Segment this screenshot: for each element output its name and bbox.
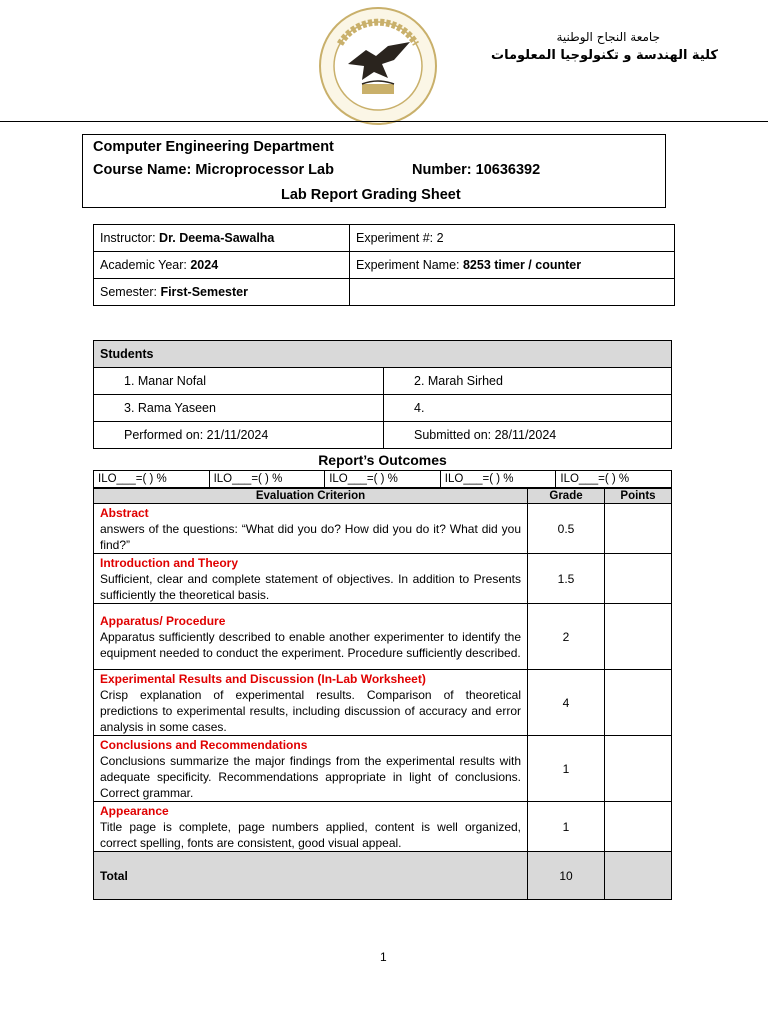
ilo-cell: ILO___=( ) % bbox=[556, 471, 672, 488]
experiment-number-cell: Experiment #: 2 bbox=[350, 225, 675, 252]
semester-cell: Semester: First-Semester bbox=[94, 279, 350, 306]
student-2: 2. Marah Sirhed bbox=[384, 368, 672, 395]
ilo-row bbox=[93, 470, 672, 488]
students-table bbox=[93, 340, 672, 449]
ilo-cell: ILO___=( ) % bbox=[325, 471, 441, 488]
university-name: جامعة النجاح الوطنية bbox=[556, 30, 660, 44]
grade-header: Grade bbox=[528, 489, 605, 504]
criterion-title: Experimental Results and Discussion (In-Lab Worksheet) bbox=[100, 671, 426, 686]
evaluation-table bbox=[93, 488, 672, 900]
criterion-description: Conclusions summarize the major findings from the experimental results with adequate specificity. Recommendations appropriate in light of conclusions. Correct grammar. bbox=[100, 753, 521, 800]
points-header: Points bbox=[605, 489, 672, 504]
university-seal-logo bbox=[318, 6, 438, 126]
criterion-points[interactable] bbox=[605, 504, 672, 554]
total-label: Total bbox=[94, 852, 528, 900]
page-number: 1 bbox=[380, 950, 387, 964]
students-heading: Students bbox=[94, 341, 672, 368]
criterion-grade: 1 bbox=[528, 736, 605, 802]
criterion-points[interactable] bbox=[605, 604, 672, 670]
criterion-points[interactable] bbox=[605, 802, 672, 852]
student-1: 1. Manar Nofal bbox=[94, 368, 384, 395]
course-header-box bbox=[82, 134, 666, 208]
student-3: 3. Rama Yaseen bbox=[94, 395, 384, 422]
criterion-title: Introduction and Theory bbox=[100, 555, 238, 570]
experiment-name-cell: Experiment Name: 8253 timer / counter bbox=[350, 252, 675, 279]
criterion-description: answers of the questions: “What did you do? How did you do it? What did you find?” bbox=[100, 521, 521, 552]
criterion-points[interactable] bbox=[605, 736, 672, 802]
student-4: 4. bbox=[384, 395, 672, 422]
department-title: Computer Engineering Department bbox=[93, 139, 334, 155]
total-row bbox=[94, 852, 672, 900]
total-points[interactable] bbox=[605, 852, 672, 900]
ilo-cell: ILO___=( ) % bbox=[440, 471, 556, 488]
header-rule bbox=[0, 121, 768, 122]
criterion-title: Abstract bbox=[100, 505, 149, 520]
criterion-description: Apparatus sufficiently described to enable another experimenter to identify the equipment needed to conduct the experiment. Procedure sufficiently described. bbox=[100, 629, 521, 660]
criterion-points[interactable] bbox=[605, 670, 672, 736]
faculty-name: كلية الهندسة و تكنولوجيا المعلومات bbox=[491, 48, 718, 63]
criterion-row bbox=[94, 736, 672, 802]
info-table bbox=[93, 224, 675, 306]
course-number: Number: 10636392 bbox=[412, 162, 541, 178]
criterion-title: Appearance bbox=[100, 803, 169, 818]
criterion-grade: 0.5 bbox=[528, 504, 605, 554]
criterion-description: Crisp explanation of experimental results. Comparison of theoretical predictions to experimental results, including discussion of accuracy and error analysis in some cases. bbox=[100, 687, 521, 734]
criterion-grade: 2 bbox=[528, 604, 605, 670]
criterion-grade: 4 bbox=[528, 670, 605, 736]
criterion-title: Apparatus/ Procedure bbox=[100, 613, 226, 628]
total-grade: 10 bbox=[528, 852, 605, 900]
performed-date: Performed on: 21/11/2024 bbox=[94, 422, 384, 449]
criterion-title: Conclusions and Recommendations bbox=[100, 737, 308, 752]
outcomes-title: Report’s Outcomes bbox=[318, 452, 447, 468]
criterion-description: Title page is complete, page numbers applied, content is well organized, correct spelling, fonts are consistent, good visual appeal. bbox=[100, 819, 521, 850]
criterion-row bbox=[94, 554, 672, 604]
criterion-header: Evaluation Criterion bbox=[94, 489, 528, 504]
criterion-description: Sufficient, clear and complete statement of objectives. In addition to Presents sufficiently the theoretical basis. bbox=[100, 571, 521, 602]
academic-year-cell: Academic Year: 2024 bbox=[94, 252, 350, 279]
criterion-grade: 1.5 bbox=[528, 554, 605, 604]
criterion-row bbox=[94, 604, 672, 670]
criterion-row bbox=[94, 670, 672, 736]
empty-cell bbox=[350, 279, 675, 306]
ilo-cell: ILO___=( ) % bbox=[209, 471, 325, 488]
criterion-grade: 1 bbox=[528, 802, 605, 852]
course-name: Course Name: Microprocessor Lab bbox=[93, 162, 334, 178]
ilo-cell: ILO___=( ) % bbox=[94, 471, 210, 488]
instructor-cell: Instructor: Dr. Deema-Sawalha bbox=[94, 225, 350, 252]
criterion-row bbox=[94, 802, 672, 852]
criterion-points[interactable] bbox=[605, 554, 672, 604]
criterion-row bbox=[94, 504, 672, 554]
submitted-date: Submitted on: 28/11/2024 bbox=[384, 422, 672, 449]
sheet-title: Lab Report Grading Sheet bbox=[281, 187, 461, 203]
